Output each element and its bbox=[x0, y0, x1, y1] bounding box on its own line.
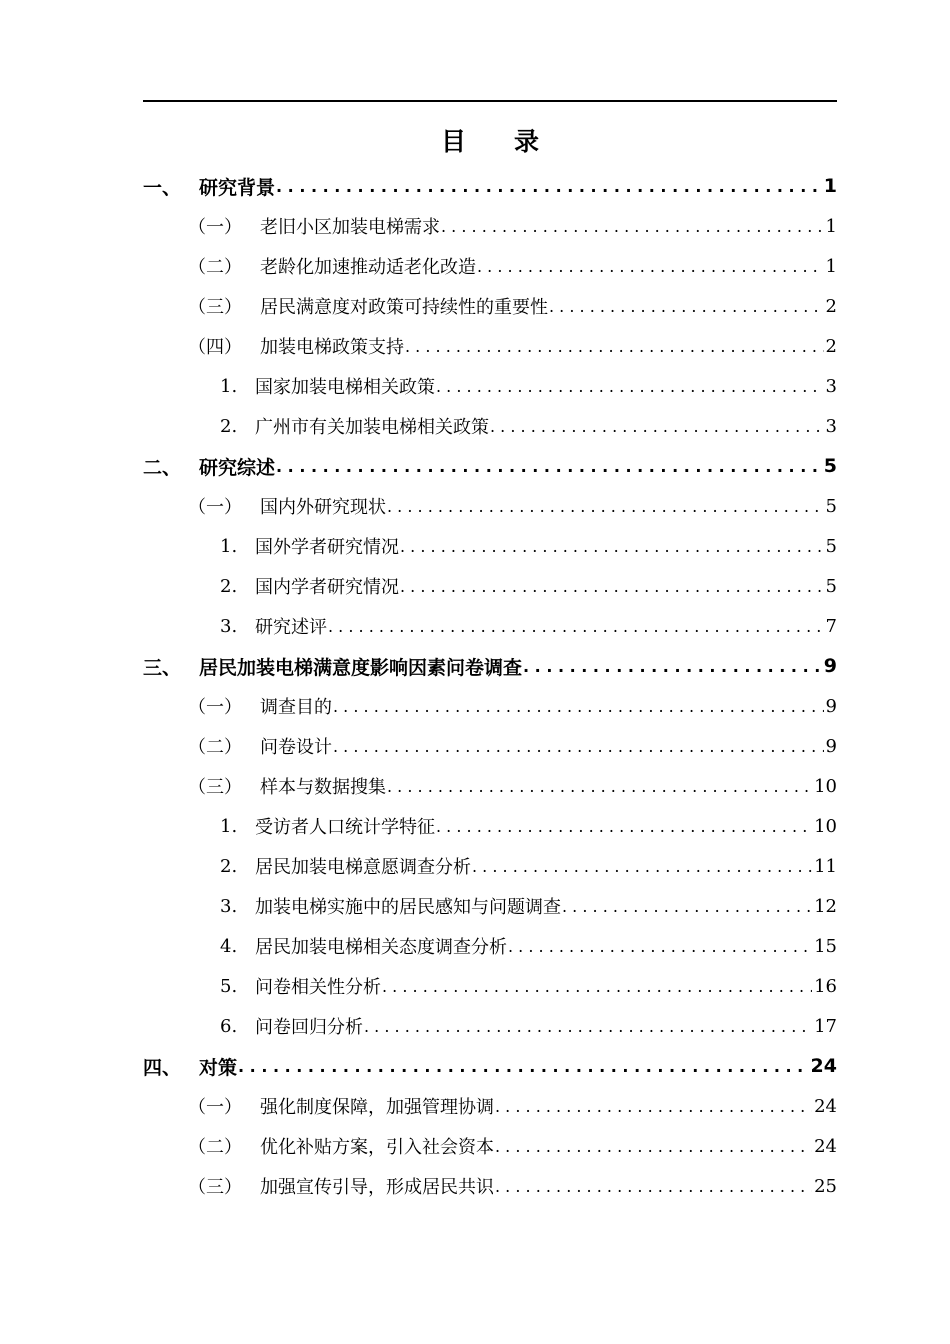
toc-entry-level-3[interactable] bbox=[143, 806, 837, 846]
toc-entry-title: 国家加装电梯相关政策 bbox=[255, 377, 435, 398]
toc-dot-leader bbox=[548, 297, 824, 316]
toc-entry-page-number: 25 bbox=[814, 1175, 837, 1197]
toc-dot-leader bbox=[363, 1017, 812, 1036]
toc-entry-page-number: 16 bbox=[814, 975, 837, 997]
toc-dot-leader bbox=[399, 577, 824, 596]
toc-entry-title: 优化补贴方案，引入社会资本 bbox=[260, 1137, 494, 1158]
toc-dot-leader bbox=[327, 617, 824, 636]
toc-dot-leader bbox=[332, 737, 824, 756]
toc-entry-page-number: 11 bbox=[814, 855, 837, 877]
toc-entry-title: 居民加装电梯满意度影响因素问卷调查 bbox=[199, 656, 523, 679]
toc-entry-page-number: 1 bbox=[823, 175, 837, 197]
toc-entry-page-number: 7 bbox=[825, 615, 837, 637]
toc-entry-number: （二） bbox=[188, 737, 242, 758]
toc-entry-level-3[interactable] bbox=[143, 926, 837, 966]
toc-entry-page-number: 17 bbox=[814, 1015, 837, 1037]
toc-entry-page-number: 2 bbox=[825, 295, 837, 317]
toc-entry-number: （一） bbox=[188, 697, 242, 718]
toc-entry-page-number: 3 bbox=[825, 375, 837, 397]
toc-entry-title: 研究综述 bbox=[199, 456, 276, 479]
toc-dot-leader bbox=[471, 857, 812, 876]
toc-entry-level-2[interactable] bbox=[143, 246, 837, 286]
toc-entry-level-2[interactable] bbox=[143, 1086, 837, 1126]
toc-entry-title: 问卷相关性分析 bbox=[255, 977, 381, 998]
toc-entry-title: 样本与数据搜集 bbox=[260, 777, 386, 798]
toc-entry-page-number: 2 bbox=[825, 335, 837, 357]
toc-entry-page-number: 10 bbox=[814, 815, 837, 837]
toc-entry-number: （一） bbox=[188, 217, 242, 238]
toc-entry-title: 居民满意度对政策可持续性的重要性 bbox=[260, 297, 548, 318]
toc-entry-level-2[interactable] bbox=[143, 1166, 837, 1206]
toc-title bbox=[143, 122, 837, 162]
toc-entry-page-number: 10 bbox=[814, 775, 837, 797]
toc-entry-page-number: 24 bbox=[814, 1095, 837, 1117]
toc-entry-number: 3. bbox=[220, 895, 238, 917]
toc-dot-leader bbox=[522, 657, 822, 676]
toc-entry-level-2[interactable] bbox=[143, 486, 837, 526]
toc-entry-page-number: 12 bbox=[814, 895, 837, 917]
toc-entry-number: （三） bbox=[188, 777, 242, 798]
toc-entry-number: 一、 bbox=[143, 176, 182, 199]
toc-entry-level-3[interactable] bbox=[143, 966, 837, 1006]
toc-entry-title: 国外学者研究情况 bbox=[255, 537, 399, 558]
toc-entry-title: 对策 bbox=[199, 1056, 238, 1079]
toc-entry-level-3[interactable] bbox=[143, 366, 837, 406]
toc-entry-number: 4. bbox=[220, 935, 238, 957]
toc-entry-title: 居民加装电梯意愿调查分析 bbox=[255, 857, 471, 878]
toc-entry-level-3[interactable] bbox=[143, 886, 837, 926]
toc-entry-level-3[interactable] bbox=[143, 406, 837, 446]
toc-entry-title: 加强宣传引导，形成居民共识 bbox=[260, 1177, 494, 1198]
toc-entry-level-3[interactable] bbox=[143, 606, 837, 646]
toc-entry-title: 老龄化加速推动适老化改造 bbox=[260, 257, 476, 278]
toc-dot-leader bbox=[435, 377, 824, 396]
toc-entry-level-3[interactable] bbox=[143, 566, 837, 606]
toc-dot-leader bbox=[275, 177, 822, 196]
toc-entry-title: 居民加装电梯相关态度调查分析 bbox=[255, 937, 507, 958]
toc-dot-leader bbox=[494, 1137, 812, 1156]
toc-entry-number: （一） bbox=[188, 497, 242, 518]
toc-dot-leader bbox=[237, 1057, 809, 1076]
toc-entry-number: （三） bbox=[188, 297, 242, 318]
table-of-contents bbox=[143, 166, 837, 1206]
toc-entry-page-number: 9 bbox=[825, 735, 837, 757]
toc-entry-level-1[interactable] bbox=[143, 646, 837, 686]
toc-dot-leader bbox=[381, 977, 812, 996]
toc-dot-leader bbox=[332, 697, 824, 716]
toc-entry-number: （二） bbox=[188, 1137, 242, 1158]
toc-entry-title: 问卷设计 bbox=[260, 737, 332, 758]
toc-entry-page-number: 5 bbox=[825, 535, 837, 557]
toc-entry-level-2[interactable] bbox=[143, 206, 837, 246]
toc-entry-page-number: 24 bbox=[814, 1135, 837, 1157]
toc-entry-page-number: 9 bbox=[823, 655, 837, 677]
toc-entry-number: 四、 bbox=[143, 1056, 182, 1079]
toc-entry-page-number: 5 bbox=[825, 575, 837, 597]
toc-dot-leader bbox=[275, 457, 822, 476]
toc-entry-title: 研究述评 bbox=[255, 617, 327, 638]
toc-entry-level-2[interactable] bbox=[143, 766, 837, 806]
toc-entry-level-1[interactable] bbox=[143, 1046, 837, 1086]
toc-dot-leader bbox=[399, 537, 824, 556]
toc-entry-number: 3. bbox=[220, 615, 238, 637]
toc-dot-leader bbox=[440, 217, 824, 236]
toc-title-right: 录 bbox=[514, 127, 540, 156]
toc-entry-level-2[interactable] bbox=[143, 1126, 837, 1166]
toc-entry-title: 加装电梯实施中的居民感知与问题调查 bbox=[255, 897, 561, 918]
toc-entry-level-3[interactable] bbox=[143, 1006, 837, 1046]
toc-entry-title: 受访者人口统计学特征 bbox=[255, 817, 435, 838]
toc-entry-page-number: 9 bbox=[825, 695, 837, 717]
toc-entry-number: 2. bbox=[220, 415, 238, 437]
toc-title-left: 目 bbox=[440, 127, 466, 156]
toc-entry-title: 广州市有关加装电梯相关政策 bbox=[255, 417, 489, 438]
toc-entry-page-number: 5 bbox=[823, 455, 837, 477]
toc-entry-level-2[interactable] bbox=[143, 726, 837, 766]
toc-entry-number: 5. bbox=[220, 975, 238, 997]
toc-entry-title: 问卷回归分析 bbox=[255, 1017, 363, 1038]
toc-entry-page-number: 3 bbox=[825, 415, 837, 437]
toc-entry-title: 调查目的 bbox=[260, 697, 332, 718]
toc-entry-title: 研究背景 bbox=[199, 176, 276, 199]
toc-dot-leader bbox=[489, 417, 824, 436]
toc-entry-page-number: 15 bbox=[814, 935, 837, 957]
toc-entry-title: 国内学者研究情况 bbox=[255, 577, 399, 598]
toc-entry-title: 国内外研究现状 bbox=[260, 497, 386, 518]
toc-entry-page-number: 24 bbox=[810, 1055, 837, 1077]
toc-entry-page-number: 1 bbox=[825, 255, 837, 277]
toc-entry-number: 二、 bbox=[143, 456, 182, 479]
toc-entry-number: 三、 bbox=[143, 656, 182, 679]
toc-entry-number: 1. bbox=[220, 535, 238, 557]
toc-dot-leader bbox=[404, 337, 824, 356]
toc-entry-level-1[interactable] bbox=[143, 446, 837, 486]
toc-dot-leader bbox=[435, 817, 812, 836]
toc-entry-number: （二） bbox=[188, 257, 242, 278]
toc-entry-level-1[interactable] bbox=[143, 166, 837, 206]
toc-entry-level-2[interactable] bbox=[143, 286, 837, 326]
toc-entry-number: （一） bbox=[188, 1097, 242, 1118]
toc-entry-page-number: 1 bbox=[825, 215, 837, 237]
toc-entry-level-3[interactable] bbox=[143, 846, 837, 886]
toc-entry-title: 强化制度保障，加强管理协调 bbox=[260, 1097, 494, 1118]
toc-dot-leader bbox=[386, 497, 824, 516]
toc-dot-leader bbox=[386, 777, 812, 796]
toc-dot-leader bbox=[507, 937, 812, 956]
toc-entry-number: 1. bbox=[220, 815, 238, 837]
toc-entry-number: （四） bbox=[188, 337, 242, 358]
toc-entry-level-2[interactable] bbox=[143, 326, 837, 366]
header-rule bbox=[143, 100, 837, 102]
toc-entry-level-2[interactable] bbox=[143, 686, 837, 726]
toc-dot-leader bbox=[494, 1177, 812, 1196]
toc-entry-level-3[interactable] bbox=[143, 526, 837, 566]
toc-dot-leader bbox=[494, 1097, 812, 1116]
toc-entry-number: 6. bbox=[220, 1015, 238, 1037]
toc-entry-page-number: 5 bbox=[825, 495, 837, 517]
toc-entry-number: 2. bbox=[220, 575, 238, 597]
toc-entry-number: 1. bbox=[220, 375, 238, 397]
toc-dot-leader bbox=[476, 257, 824, 276]
toc-entry-number: （三） bbox=[188, 1177, 242, 1198]
toc-entry-number: 2. bbox=[220, 855, 238, 877]
toc-dot-leader bbox=[561, 897, 812, 916]
toc-entry-title: 老旧小区加装电梯需求 bbox=[260, 217, 440, 238]
toc-entry-title: 加装电梯政策支持 bbox=[260, 337, 404, 358]
